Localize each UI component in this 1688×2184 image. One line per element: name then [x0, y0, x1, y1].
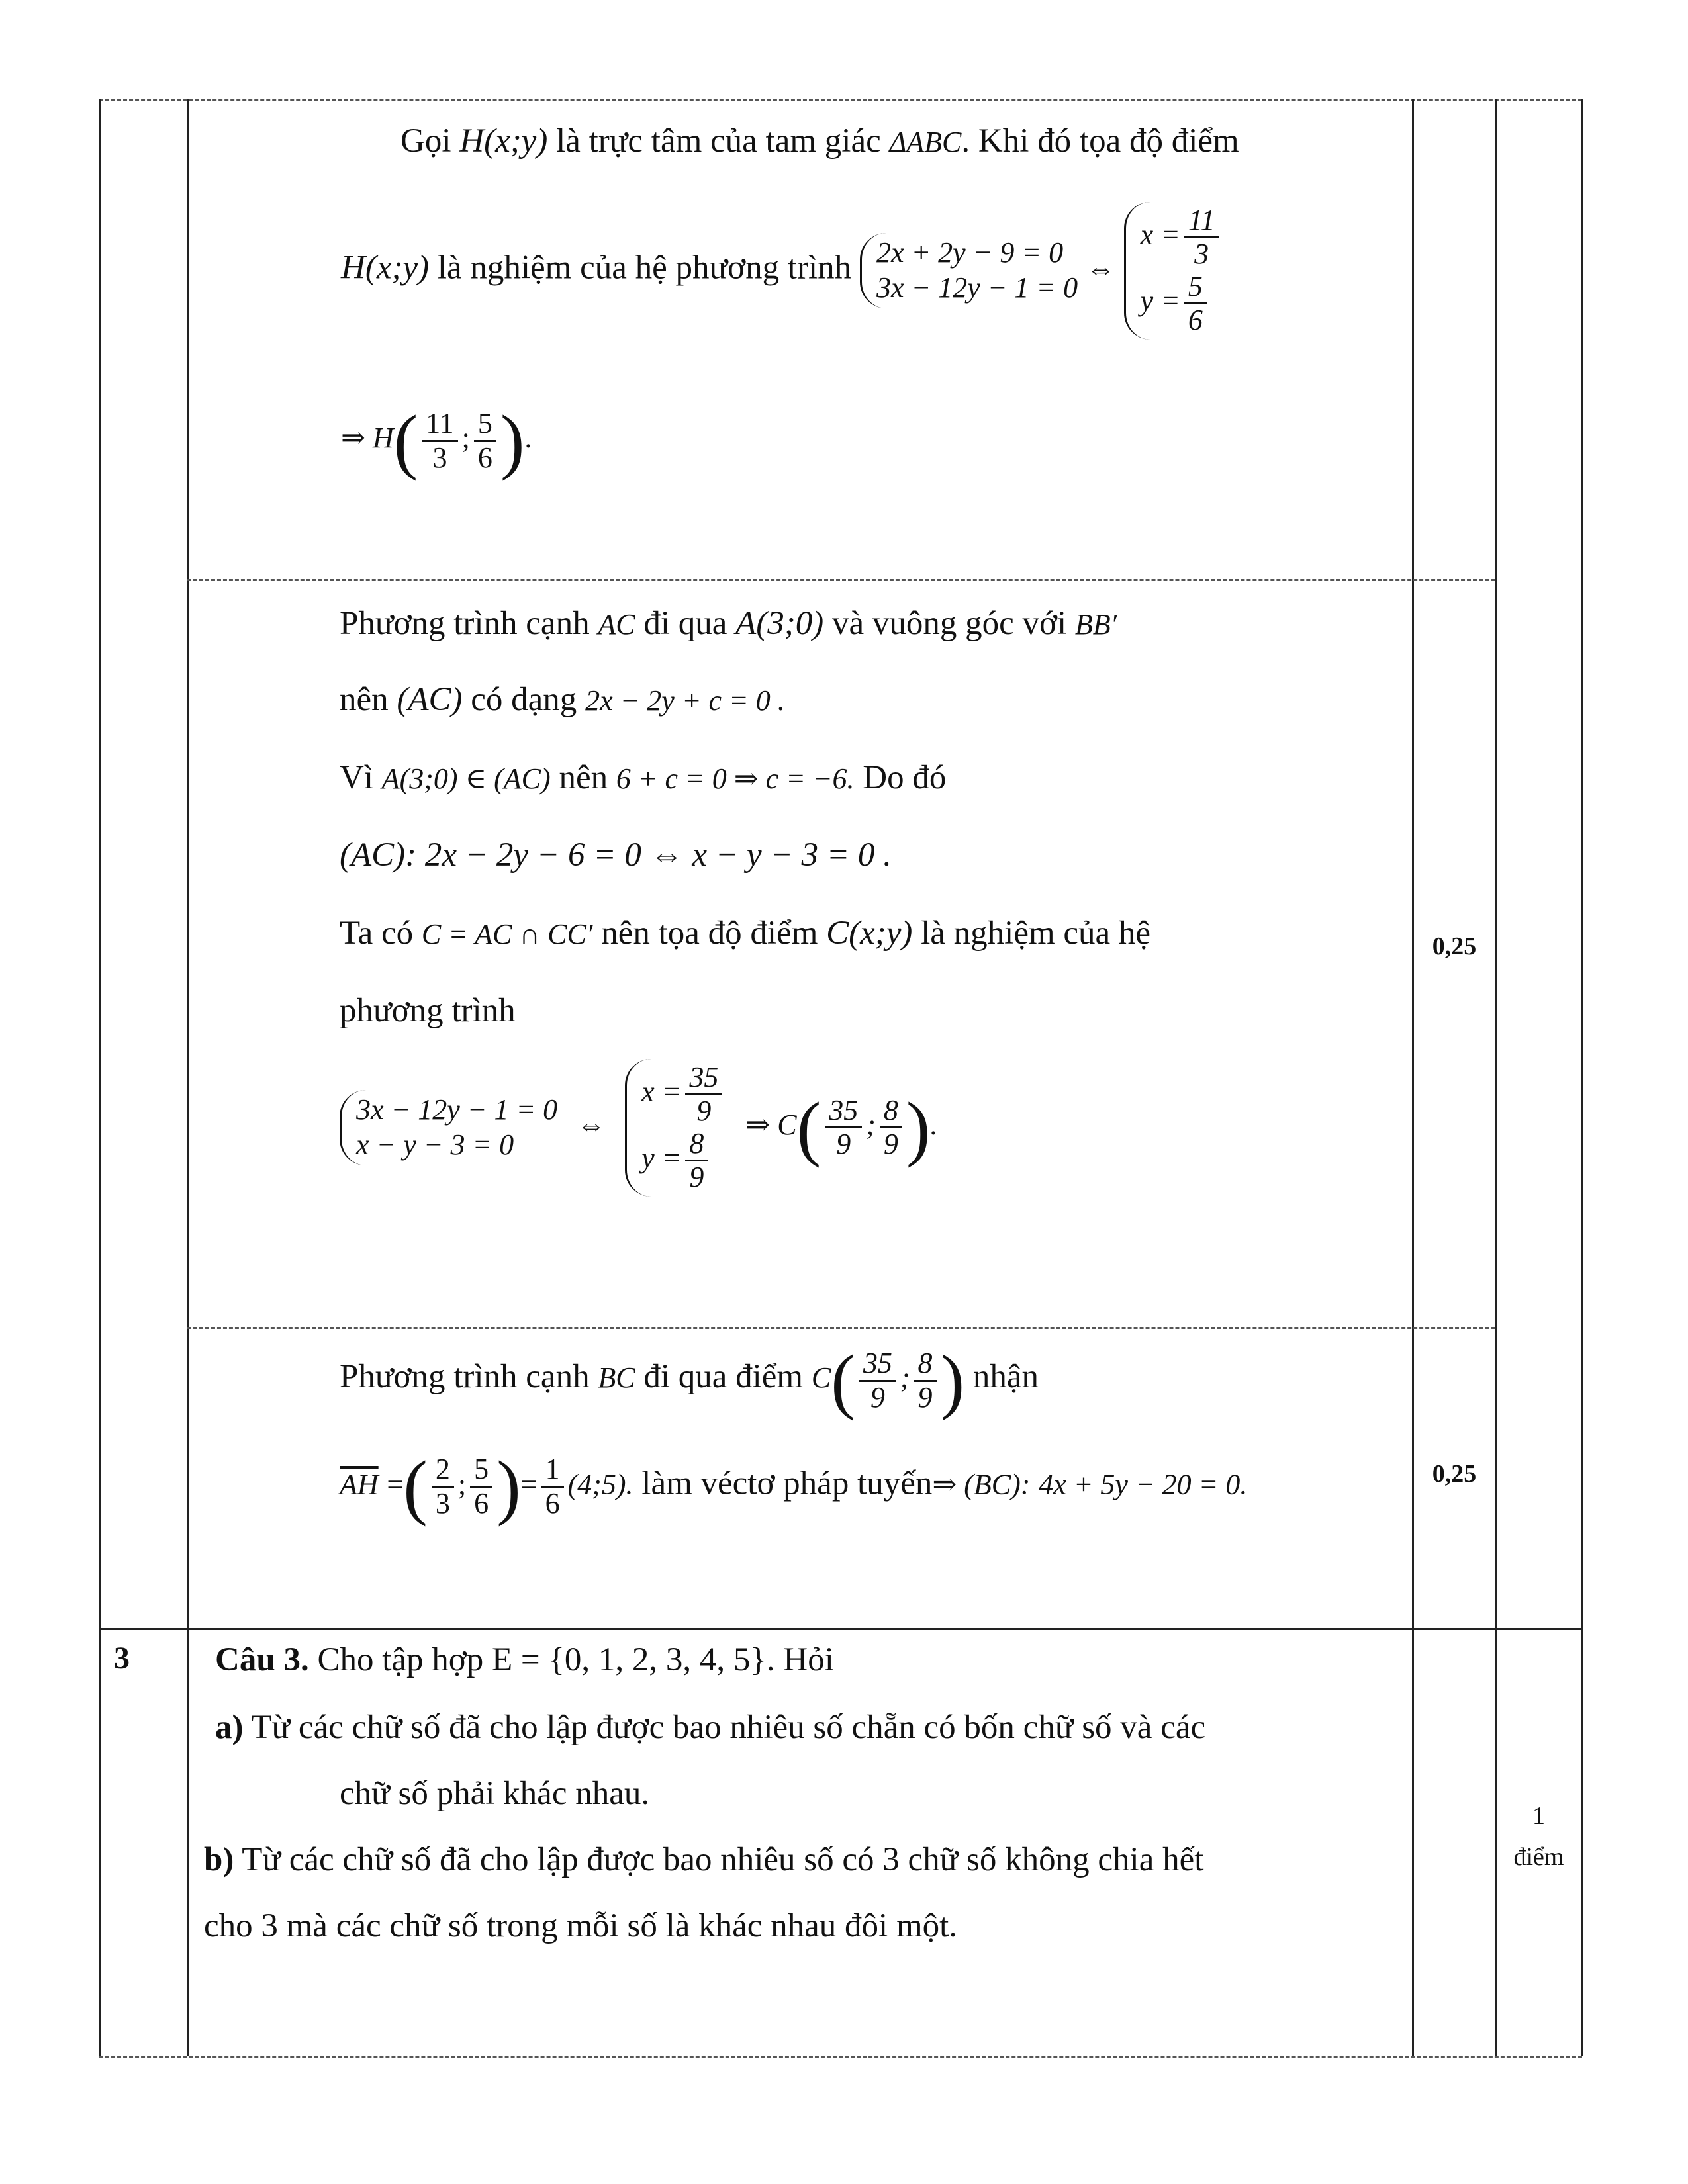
table-bottom-border [99, 2056, 1582, 2058]
table-left-border [99, 99, 101, 2056]
s3-score: 0,25 [1432, 1460, 1477, 1488]
s2-score: 0,25 [1432, 933, 1477, 960]
row-divider-1 [187, 579, 1495, 581]
s2-line6: phương trình [340, 992, 516, 1029]
s3-line2: $\overline{AH}$ =( $\frac{2}{3}$ ; $\frac{5}{6}$ )= $\frac{1}{6}$ (4;5). làm véctơ pháp tuyến⇒ (BC): 4x + 5y − 20 = 0. [340, 1446, 1248, 1527]
q3-part-a-cont: chữ số phải khác nhau. [340, 1775, 650, 1812]
q3-part-b: b) Từ các chữ số đã cho lập được bao nhiêu số có 3 chữ số không chia hết [204, 1841, 1204, 1878]
s3-line1: Phương trình cạnh BC đi qua điểm C( $\frac{35}{9}$ ; $\frac{8}{9}$ ) nhận [340, 1340, 1039, 1421]
s2-system-line: 3x − 12y − 1 = 0 x − y − 3 = 0 ⇔ x = $\frac{35}{9}$ y = $\frac{8}{9}$ ⇒ C( $\frac{35}{9}$ ; $\frac{8}{9}$ ). [340, 1059, 938, 1197]
row-divider-3 [99, 1628, 1583, 1630]
s2-line4: (AC): 2x − 2y − 6 = 0 ⇔ x − y − 3 = 0 . [340, 837, 892, 874]
question-number: 3 [114, 1641, 130, 1676]
col-divider-3 [1495, 99, 1497, 2056]
s2-line1: Phương trình cạnh AC đi qua A(3;0) và vuông góc với BB′ [340, 605, 1117, 642]
q3-part-a: a) Từ các chữ số đã cho lập được bao nhiêu số chẵn có bốn chữ số và các [215, 1709, 1206, 1746]
s1-result: ⇒ H( $\frac{11}{3}$ ; $\frac{5}{6}$ ). [341, 400, 532, 481]
q3-title: Câu 3. Cho tập hợp E = {0, 1, 2, 3, 4, 5}. Hỏi [215, 1641, 834, 1678]
table-top-border [99, 99, 1582, 101]
s1-system: 2x + 2y − 9 = 0 3x − 12y − 1 = 0 [860, 233, 1078, 308]
s1-line2: H(x;y) là nghiệm của hệ phương trình 2x + 2y − 9 = 0 3x − 12y − 1 = 0 ⇔ x = $\frac{11}{3}$ y = $\frac{5}{6}$ [341, 202, 1223, 340]
row-divider-2 [187, 1327, 1495, 1329]
s2-line3: Vì A(3;0) ∈ (AC) nên 6 + c = 0 ⇒ c = −6. Do đó [340, 759, 947, 796]
q3-part-b-cont: cho 3 mà các chữ số trong mỗi số là khác nhau đôi một. [204, 1907, 958, 1944]
s1-line1: Gọi H(x;y) là trực tâm của tam giác ΔABC. Khi đó tọa độ điểm [400, 122, 1239, 159]
col-divider-2 [1412, 99, 1414, 2056]
q3-points: 1 điểm [1513, 1802, 1564, 1871]
s2-line5: Ta có C = AC ∩ CC′ nên tọa độ điểm C(x;y) là nghiệm của hệ [340, 915, 1151, 952]
s1-solution: x = $\frac{11}{3}$ y = $\frac{5}{6}$ [1124, 202, 1223, 340]
s2-system: 3x − 12y − 1 = 0 x − y − 3 = 0 [340, 1090, 557, 1165]
s2-solution: x = $\frac{35}{9}$ y = $\frac{8}{9}$ [625, 1059, 726, 1197]
s2-line2: nên (AC) có dạng 2x − 2y + c = 0 . [340, 681, 785, 718]
table-right-border [1581, 99, 1583, 2056]
col-divider-1 [187, 99, 189, 2056]
